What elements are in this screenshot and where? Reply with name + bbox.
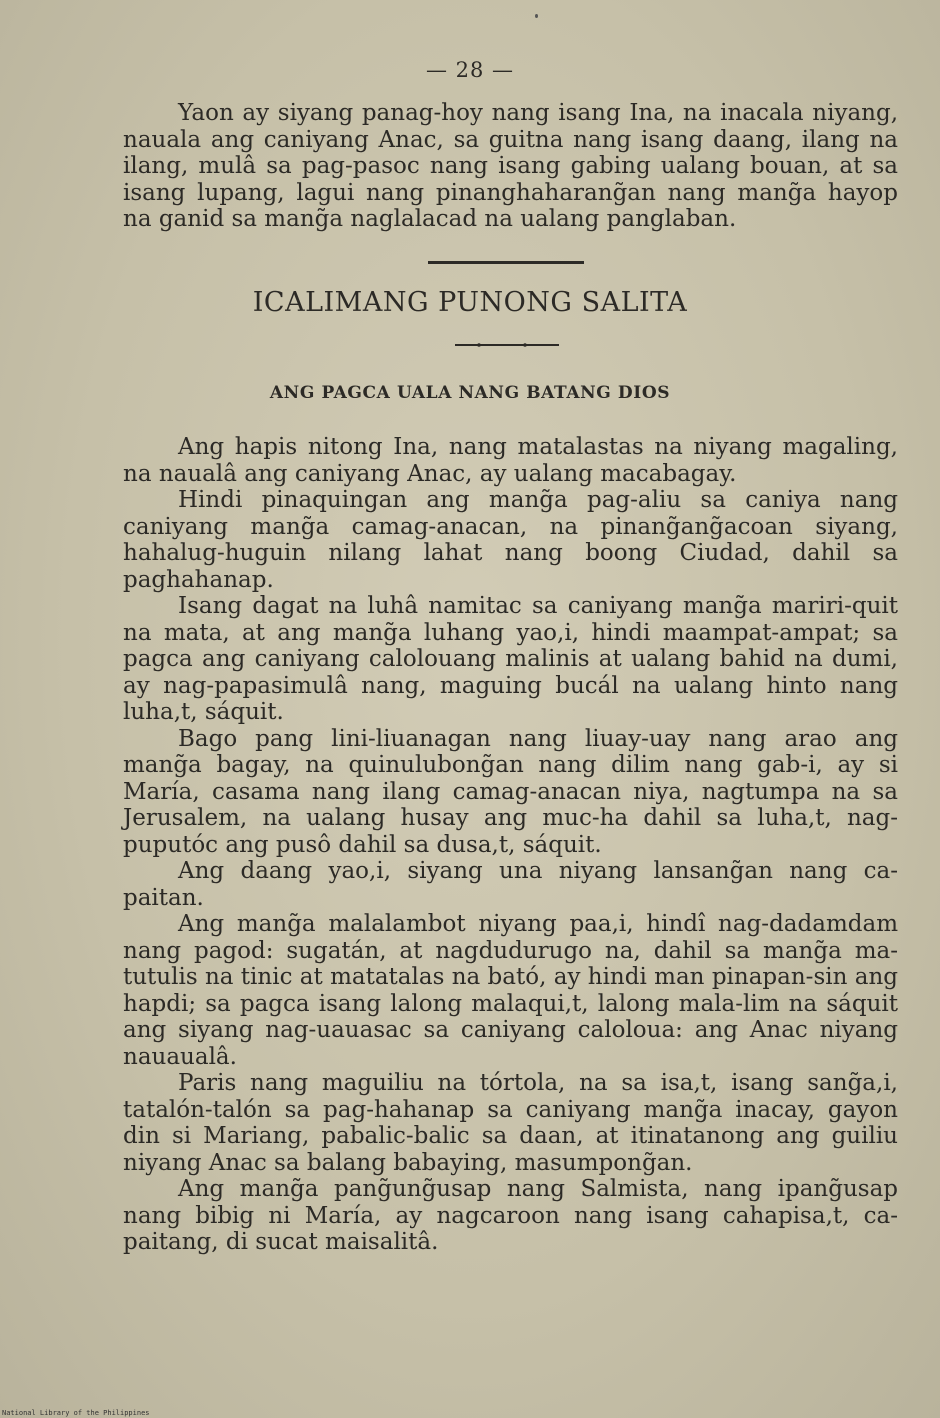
paragraph: Ang mang̃a pang̃ung̃usap nang Salmista, nang ipang̃usap nang bibig ni María, ay nagcaroon nang isang cahapisa,t, ca-paitang, di sucat maisalitâ.: [123, 1176, 898, 1255]
paragraph: Ang daang yao,i, siyang una niyang lansang̃an nang ca-paitan.: [123, 858, 898, 911]
paragraph: Bago pang lini-liuanagan nang liuay-uay nang arao ang mang̃a bagay, na quinulubong̃an nang dilim nang gab-i, ay si María, casama nang ilang camag-anacan niya, nagtumpa na sa Jerusalem, na ualang husay ang muc-ha dahil sa luha,t, nag-puputóc ang pusô dahil sa dusa,t, sáquit.: [123, 725, 898, 858]
paragraph: Ang hapis nitong Ina, nang matalastas na niyang magaling, na naualâ ang caniyang Anac, ay ualang macabagay.: [123, 434, 898, 487]
paragraph: Hindi pinaquingan ang mang̃a pag-aliu sa caniya nang caniyang mang̃a camag-anacan, na pinang̃ang̃acoan siyang, hahalug-huguin nilang lahat nang boong Ciudad, dahil sa paghahanap.: [123, 487, 898, 593]
library-credit: National Library of the Philippines: [2, 1409, 150, 1417]
chapter-subtitle: ANG PAGCA UALA NANG BATANG DIOS: [269, 383, 671, 403]
chapter-title: ICALIMANG PUNONG SALITA: [252, 287, 688, 318]
paragraph: Ang mang̃a malalambot niyang paa,i, hindî nag-dadamdam nang pagod: sugatán, at nagdudurugo na, dahil sa mang̃a ma-tutulis na tinic at matatalas na bató, ay hindi man pinapan-sin ang hapdi; sa pagca isang lalong malaqui,t, lalong mala-lim na sáquit ang siyang nag-uauasac sa caniyang caloloua: ang Anac niyang nauaualâ.: [123, 911, 898, 1070]
body-text: [123, 434, 898, 1256]
section-divider-rule: [428, 261, 584, 264]
page-number: — 28 —: [425, 58, 515, 82]
intro-block: [123, 100, 898, 233]
paragraph: Isang dagat na luhâ namitac sa caniyang mang̃a mariri-quit na mata, at ang mang̃a luhang yao,i, hindi maampat-ampat; sa pagca ang caniyang calolouang malinis at ualang bahid na dumi, ay nag-papasimulâ nang, maguing bucál na ualang hinto nang luha,t, sáquit.: [123, 593, 898, 725]
ink-speck: [535, 14, 538, 18]
ornament-divider: [455, 343, 559, 347]
intro-paragraph: Yaon ay siyang panag-hoy nang isang Ina, na inacala niyang, nauala ang caniyang Anac, sa guitna nang isang daang, ilang na ilang, mulâ sa pag-pasoc nang isang gabing ualang bouan, at sa isang lupang, lagui nang pinanghaharang̃an nang mang̃a hayop na ganid sa mang̃a naglalacad na ualang panglaban.: [123, 100, 898, 232]
paragraph: Paris nang maguiliu na tórtola, na sa isa,t, isang sang̃a,i, tatalón-talón sa pag-hahanap sa caniyang mang̃a inacay, gayon din si Mariang, pabalic-balic sa daan, at itinatanong ang guiliu niyang Anac sa balang babaying, masumpong̃an.: [123, 1070, 898, 1176]
